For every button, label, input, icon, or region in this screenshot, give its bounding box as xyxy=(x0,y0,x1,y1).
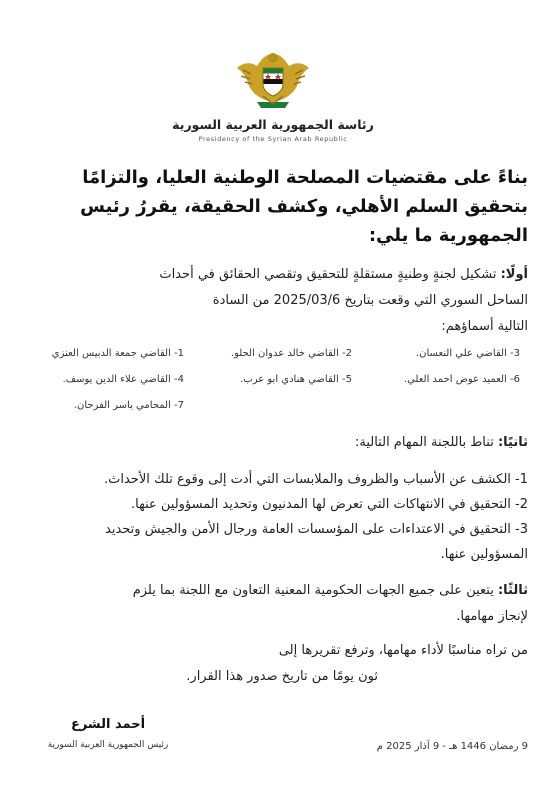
members-row xyxy=(16,374,522,400)
member-name: 6- العميد عوض أحمد العلي. xyxy=(403,374,520,385)
member-name: 4- القاضي علاء الدين يوسف. xyxy=(62,374,184,385)
article-second xyxy=(16,430,528,456)
signatory-name: أحمد الشرع xyxy=(70,717,146,732)
members-row xyxy=(16,348,522,374)
task-item: 3- التحقيق في الاعتداءات على المؤسسات العامة ورجال الأمن والجيش وتحديد xyxy=(105,522,528,537)
member-name: 5- القاضي هنادي أبو عرب. xyxy=(240,374,352,385)
article-third-line-2: لإنجاز مهامها. xyxy=(456,609,528,624)
article-third-label: ثالثًا: xyxy=(497,583,528,598)
members-row xyxy=(16,400,522,426)
institution-english: Presidency of the Syrian Arab Republic xyxy=(198,135,348,143)
article-third-line-1 xyxy=(16,578,528,604)
task-item: 2- التحقيق في الانتهاكات التي تعرض لها المدنيون وتحديد المسؤولين عنها. xyxy=(131,497,528,512)
headline-line: بتحقيق السلم الأهلي، وكشف الحقيقة، يقررُ رئيس xyxy=(80,196,528,217)
decree-date: 9 رمضان 1446 هـ - 9 آذار 2025 م xyxy=(376,741,528,752)
member-name: 3- القاضي علي النعسان. xyxy=(415,348,520,359)
signatory-title: رئيس الجمهورية العربية السورية xyxy=(47,740,169,750)
article-third-text: يتعين على جميع الجهات الحكومية المعنية التعاون مع اللجنة بما يلزم xyxy=(132,583,494,598)
headline-line: بناءً على مقتضيات المصلحة الوطنية العليا، والتزامًا xyxy=(82,167,528,188)
article-first xyxy=(16,262,528,340)
article-fourth-line-1: من تراه مناسبًا لأداء مهامها، وترفع تقريرها إلى xyxy=(278,643,528,658)
article-second-tasks xyxy=(16,467,528,567)
article-first-line-3: التالية أسماؤهم: xyxy=(441,319,528,334)
headline-line: الجمهورية ما يلي: xyxy=(368,225,528,246)
article-first-line-1 xyxy=(16,262,528,288)
syrian-eagle-emblem-icon xyxy=(235,48,311,114)
member-name: 2- القاضي خالد عدوان الحلو. xyxy=(230,348,352,359)
article-second-intro-line xyxy=(16,430,528,456)
committee-members-list xyxy=(16,348,522,426)
article-second-label: ثانيًا: xyxy=(497,435,528,450)
institution-arabic: رئاسة الجمهورية العربية السورية xyxy=(172,117,374,132)
article-first-label: أولًا: xyxy=(500,267,528,282)
article-first-line-2: الساحل السوري التي وقعت بتاريخ 2025/03/6 من السادة xyxy=(212,293,528,308)
member-name: 1- القاضي جمعة الدبيس العنزي xyxy=(51,348,184,359)
task-item: 1- الكشف عن الأسباب والظروف والملابسات التي أدت إلى وقوع تلك الأحداث. xyxy=(104,472,528,487)
article-fourth xyxy=(16,638,528,690)
member-name: 7- المحامي ياسر الفرحان. xyxy=(73,400,184,411)
article-first-text: تشكيل لجنةٍ وطنيةٍ مستقلةٍ للتحقيق وتقصي الحقائق في أحداث xyxy=(159,267,497,282)
article-third xyxy=(16,578,528,630)
task-item: المسؤولين عنها. xyxy=(440,547,528,562)
article-second-intro: تناط باللجنة المهام التالية: xyxy=(354,435,494,450)
decree-headline xyxy=(16,163,528,250)
article-fourth-line-2: ثون يومًا من تاريخ صدور هذا القرار. xyxy=(186,669,378,684)
